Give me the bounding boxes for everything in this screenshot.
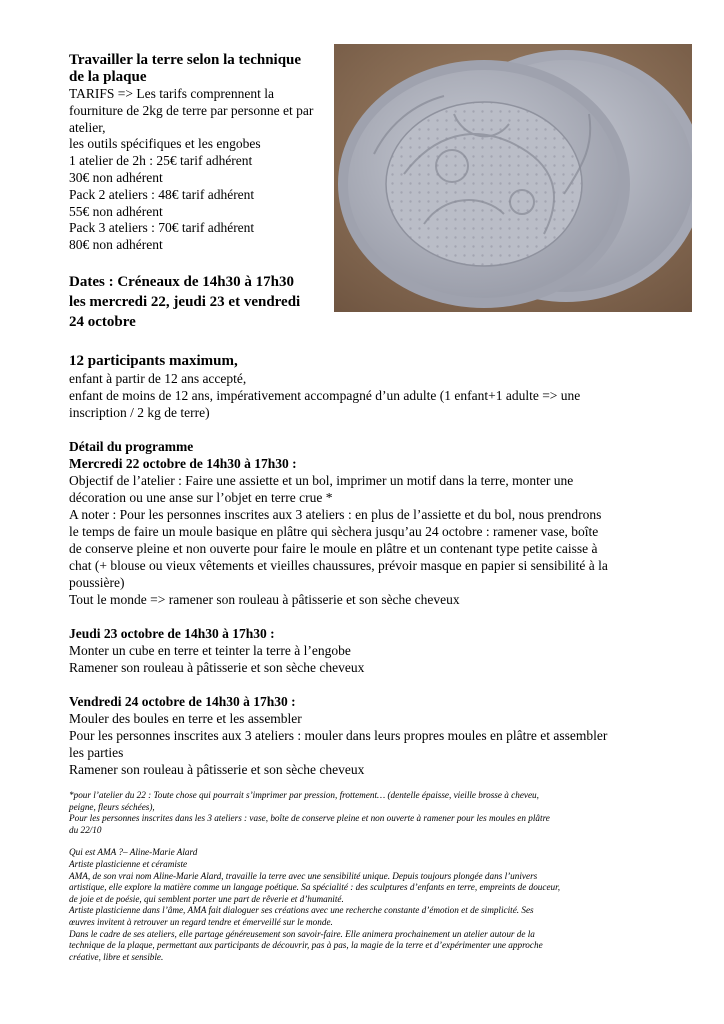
title-and-pricing bbox=[69, 52, 337, 254]
spacer bbox=[69, 608, 659, 625]
participants-line: inscription / 2 kg de terre) bbox=[69, 405, 210, 420]
participants-title: 12 participants maximum, bbox=[69, 353, 238, 369]
workshop-title-line-2: de la plaque bbox=[69, 69, 147, 85]
about-line: Dans le cadre de ses ateliers, elle partage généreusement son savoir-faire. Elle animera prochainement un atelier autour de la bbox=[69, 928, 535, 939]
dates-line: les mercredi 22, jeudi 23 et vendredi bbox=[69, 294, 301, 310]
plates-photo bbox=[334, 44, 692, 312]
wednesday-line: chat (+ blouse ou vieux vêtements et vieilles chaussures, prévoir masque en papier si sensibilité à la bbox=[69, 558, 608, 573]
pricing-line: 1 atelier de 2h : 25€ tarif adhérent bbox=[69, 153, 253, 169]
program-title: Détail du programme bbox=[69, 439, 194, 454]
pricing-line: les outils spécifiques et les engobes bbox=[69, 136, 261, 152]
wednesday-line: poussière) bbox=[69, 575, 125, 590]
about-line: créative, libre et sensible. bbox=[69, 951, 164, 962]
wednesday-line: Objectif de l’atelier : Faire une assiette et un bol, imprimer un motif dans la terre, monter une bbox=[69, 473, 574, 488]
pricing-line: 55€ non adhérent bbox=[69, 203, 163, 219]
friday-line: Mouler des boules en terre et les assembler bbox=[69, 711, 302, 726]
participants-line: enfant à partir de 12 ans accepté, bbox=[69, 371, 247, 386]
participants-line: enfant de moins de 12 ans, impérativement accompagné d’un adulte (1 enfant+1 adulte => une bbox=[69, 388, 581, 403]
friday-line: les parties bbox=[69, 745, 124, 760]
footnote-line: *pour l’atelier du 22 : Toute chose qui pourrait s’imprimer par pression, frottement… (dentelle épaisse, vieille brosse à cheveu, bbox=[69, 790, 539, 800]
pricing-line: TARIFS => Les tarifs comprennent la bbox=[69, 86, 274, 101]
footnote-line: peigne, fleurs séchées), bbox=[69, 801, 155, 812]
program-section bbox=[69, 438, 659, 778]
notes-section bbox=[69, 790, 659, 974]
pricing-line: 80€ non adhérent bbox=[69, 237, 163, 253]
friday-line: Ramener son rouleau à pâtisserie et son sèche cheveux bbox=[69, 762, 365, 777]
about-line: Artiste plasticienne et céramiste bbox=[69, 858, 188, 869]
dates-section bbox=[69, 272, 339, 332]
dates-line: 24 octobre bbox=[69, 314, 136, 330]
spacer bbox=[69, 676, 659, 693]
pricing-line: Pack 3 ateliers : 70€ tarif adhérent bbox=[69, 220, 255, 236]
thursday-line: Ramener son rouleau à pâtisserie et son sèche cheveux bbox=[69, 660, 365, 675]
about-line: Artiste plasticienne dans l’âme, AMA fait dialoguer ses créations avec une recherche constante d’émotion et de simplicité. Ses bbox=[69, 905, 534, 916]
about-line: artistique, elle explore la matière comme un langage poétique. Sa spécialité : des sculptures d’enfants en terre, empreints de douceur, bbox=[69, 882, 560, 893]
thursday-line: Monter un cube en terre et teinter la terre à l’engobe bbox=[69, 643, 351, 658]
about-artist bbox=[69, 847, 659, 963]
dates-line: Dates : Créneaux de 14h30 à 17h30 bbox=[69, 274, 294, 290]
workshop-title-line-1: Travailler la terre selon la technique bbox=[69, 52, 302, 68]
about-line: de joie et de poésie, qui semblent porter une part de rêverie et d’humanité. bbox=[69, 893, 344, 904]
plates-image bbox=[334, 44, 692, 312]
about-line: AMA, de son vrai nom Aline-Marie Alard, travaille la terre avec une sensibilité unique. Depuis toujours plongée dans l’univers bbox=[69, 870, 538, 881]
wednesday-title: Mercredi 22 octobre de 14h30 à 17h30 : bbox=[69, 456, 297, 471]
thursday-title: Jeudi 23 octobre de 14h30 à 17h30 : bbox=[69, 626, 275, 641]
friday-title: Vendredi 24 octobre de 14h30 à 17h30 : bbox=[69, 694, 296, 709]
participants-section bbox=[69, 352, 669, 421]
wednesday-line: Tout le monde => ramener son rouleau à pâtisserie et son sèche cheveux bbox=[69, 592, 460, 607]
wednesday-line: décoration ou une anse sur l’objet en terre crue * bbox=[69, 490, 333, 505]
footnote bbox=[69, 790, 659, 836]
footnote-line: du 22/10 bbox=[69, 824, 102, 835]
pricing-line: fourniture de 2kg de terre par personne et par bbox=[69, 102, 314, 118]
pricing-line: Pack 2 ateliers : 48€ tarif adhérent bbox=[69, 186, 255, 202]
footnote-line: Pour les personnes inscrites dans les 3 ateliers : vase, boîte de conserve pleine et non ouverte à ramener pour les moules en plâtre bbox=[69, 813, 550, 824]
about-line: technique de la plaque, permettant aux participants de découvrir, pas à pas, la magie de la terre et d’expérimenter une approche bbox=[69, 940, 543, 951]
pricing-line: atelier, bbox=[69, 119, 106, 135]
wednesday-line: de conserve pleine et non ouverte pour faire le moule en plâtre et un contenant type petite caisse à bbox=[69, 541, 598, 556]
friday-line: Pour les personnes inscrites aux 3 ateliers : mouler dans leurs propres moules en plâtre et assembler bbox=[69, 728, 608, 743]
wednesday-line: A noter : Pour les personnes inscrites aux 3 ateliers : en plus de l’assiette et du bol, nous prendrons bbox=[69, 507, 602, 522]
pricing-line: 30€ non adhérent bbox=[69, 169, 163, 185]
wednesday-line: le temps de faire un moule basique en plâtre qui sèchera jusqu’au 24 octobre : ramener vase, boîte bbox=[69, 524, 599, 539]
about-line: œuvres invitent à retrouver un regard tendre et émerveillé sur le monde. bbox=[69, 916, 333, 927]
about-line: Qui est AMA ?– Aline-Marie Alard bbox=[69, 847, 198, 858]
